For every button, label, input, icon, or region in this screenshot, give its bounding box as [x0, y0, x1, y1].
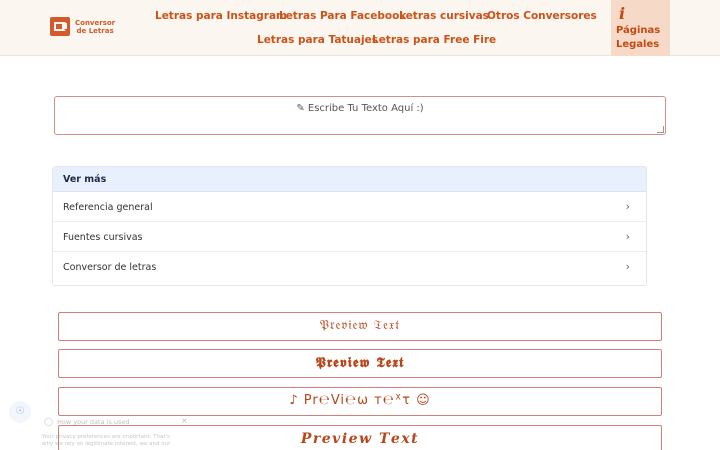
legal-pages-menu[interactable]: [611, 0, 670, 56]
chevron-right-icon: ›: [625, 200, 630, 213]
nav-link-cursivas[interactable]: Letras cursivas: [399, 10, 489, 22]
shield-icon: ◯: [44, 417, 53, 426]
accordion-item-label: Conversor de letras: [63, 262, 157, 273]
logo-icon: [50, 17, 70, 36]
chevron-right-icon: ›: [625, 230, 630, 243]
accordion-item-referencia[interactable]: [53, 192, 646, 222]
logo-line-1: Conversor: [75, 18, 116, 27]
info-icon: i: [619, 4, 626, 23]
font-preview-fraktur[interactable]: 𝔓𝔯𝔢𝔳𝔦𝔢𝔴 𝔗𝔢𝔵𝔱: [58, 312, 662, 341]
privacy-notice: [0, 396, 210, 450]
nav-link-instagram[interactable]: Letras para Instagram: [155, 10, 287, 22]
accordion-item-label: Fuentes cursivas: [63, 232, 143, 243]
main-nav: [150, 0, 597, 56]
font-preview-decorated[interactable]: ♪ Pr℮Vi℮ω т℮ᕽτ ☺: [58, 387, 662, 416]
text-input[interactable]: [54, 96, 666, 135]
accordion-item-conversor[interactable]: [53, 252, 646, 282]
accordion-title[interactable]: Ver más: [53, 167, 646, 192]
font-preview-bold-fraktur[interactable]: 𝕻𝖗𝖊𝖛𝖎𝖊𝖜 𝕿𝖊𝖝𝖙: [58, 349, 662, 378]
site-logo[interactable]: [50, 17, 115, 36]
close-icon[interactable]: ×: [181, 416, 188, 425]
nav-link-free-fire[interactable]: Letras para Free Fire: [372, 34, 497, 46]
nav-link-facebook[interactable]: Letras Para Facebook: [279, 10, 407, 22]
legal-line-1: Páginas: [616, 25, 661, 36]
legal-pages-label: [616, 24, 660, 52]
site-header: [0, 0, 720, 56]
nav-link-otros-conversores[interactable]: Otros Conversores: [487, 10, 597, 22]
logo-line-2: de Letras: [76, 26, 114, 35]
accordion-item-fuentes-cursivas[interactable]: [53, 222, 646, 252]
shield-icon[interactable]: ☉: [9, 401, 31, 423]
nav-link-tatuajes[interactable]: Letras para Tatuajes: [257, 34, 378, 46]
font-preview-bold-italic[interactable]: 𝑷𝒓𝒆𝒗𝒊𝒆𝒘 𝑻𝒆𝒙𝒕: [58, 425, 662, 450]
chevron-right-icon: ›: [625, 260, 630, 273]
legal-line-2: Legales: [616, 39, 660, 50]
more-links-accordion: [52, 166, 647, 286]
resize-grip-icon[interactable]: [657, 126, 664, 133]
privacy-body: Your privacy preferences are important. That's why we rely on legitimate interest, we and our: [42, 434, 171, 447]
privacy-title: How your data is used: [57, 418, 130, 426]
logo-text: [75, 19, 115, 35]
accordion-item-label: Referencia general: [63, 202, 153, 213]
